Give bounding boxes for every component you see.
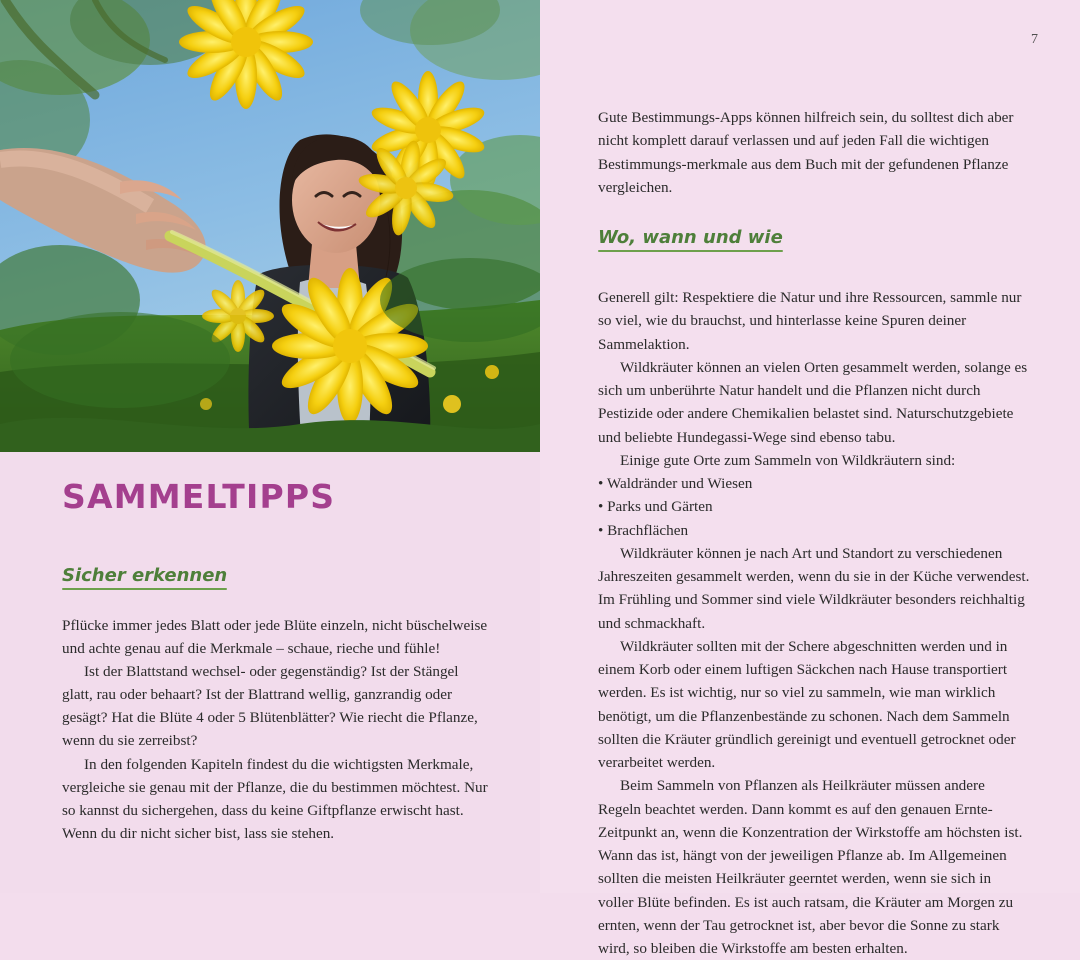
list-item: • Waldränder und Wiesen: [598, 475, 753, 492]
left-page: [0, 0, 540, 893]
meadow-photo: [0, 0, 540, 452]
section-heading-sicher-erkennen: Sicher erkennen: [62, 565, 228, 586]
section-heading-wrap: [62, 565, 492, 600]
paragraph: Generell gilt: Respektiere die Natur und ihre Ressourcen, sammle nur so viel, wie du brauchst, und hinterlasse keine Spuren deiner Sammelaktion.: [598, 289, 1022, 353]
paragraph: Pflücke immer jedes Blatt oder jede Blüte einzeln, nicht büschelweise und achte genau auf die Merkmale – schaue, rieche und fühle!: [62, 617, 488, 658]
paragraph: Wildkräuter können je nach Art und Standort zu verschiedenen Jahreszeiten gesammelt werden, wenn du sie in der Küche verwendest. Im Frühling und Sommer sind viele Wildkräuter besonders reichhaltig und schmackhaft.: [598, 544, 1030, 632]
page-title: SAMMELTIPPS: [62, 477, 336, 516]
left-text-column: [62, 477, 492, 845]
section-heading-wrap: [598, 227, 1030, 262]
section-heading-wo-wann-und-wie: Wo, wann und wie: [598, 227, 783, 248]
right-page: [540, 0, 1080, 957]
paragraph: Einige gute Orte zum Sammeln von Wildkräutern sind:: [620, 451, 956, 469]
paragraph: Gute Bestimmungs-Apps können hilfreich sein, du solltest dich aber nicht komplett darauf verlassen und auf jeden Fall die wichtigen Bestimmungs-merkmale aus dem Buch mit der gefundenen Pflanze vergleichen.: [598, 109, 1014, 196]
paragraph: Beim Sammeln von Pflanzen als Heilkräuter müssen andere Regeln beachtet werden. Dann kommt es auf den genauen Ernte-Zeitpunkt an, wenn die Konzentration der Wirkstoffe am höchsten ist. Wann das ist, hängt von der jeweiligen Pflanze ab. Im Allgemeinen sollten die meisten Heilkräuter geerntet werden, wenn sie sich in voller Blüte befinden. Es ist auch ratsam, die Kräuter am Morgen zu ernten, wenn der Tau getrocknet ist, aber bevor die Sonne zu stark wird, so bleiben die Wirkstoffe am besten erhalten.: [598, 777, 1023, 957]
paragraph: In den folgenden Kapiteln findest du die wichtigsten Merkmale, vergleiche sie genau mit der Pflanze, die du bestimmen möchtest. Nur so kannst du sichergehen, dass du keine Giftpflanze erwischt hast. Wenn du dir nicht sicher bist, lass sie stehen.: [62, 755, 488, 842]
page-number: 7: [1031, 32, 1038, 47]
list-item: • Brachflächen: [598, 521, 689, 539]
paragraph: Wildkräuter können an vielen Orten gesammelt werden, solange es sich um unberührte Natur handelt und die Pflanzen nicht durch Pestizide oder andere Chemikalien belastet sind. Naturschutzgebiete und beliebte Hundegassi-Wege sind ebenso tabu.: [598, 358, 1028, 446]
right-text-column: [598, 106, 1030, 960]
paragraph: Ist der Blattstand wechsel- oder gegenständig? Ist der Stängel glatt, rau oder behaart? Ist der Blattrand wellig, ganzrandig oder gesägt? Hat die Blüte 4 oder 5 Blütenblätter? Wie riecht die Pflanze, wenn du sie zerreibst?: [62, 663, 478, 750]
list-item: • Parks und Gärten: [598, 498, 713, 516]
paragraph: Wildkräuter sollten mit der Schere abgeschnitten werden und in einem Korb oder einem luftigen Säckchen nach Hause transportiert werden. Es ist wichtig, nur so viel zu sammeln, wie man wirklich benötigt, um die Pflanzenbestände zu schonen. Nach dem Sammeln sollten die Kräuter gründlich gereinigt und eventuell getrocknet oder verarbeitet werden.: [598, 637, 1016, 771]
